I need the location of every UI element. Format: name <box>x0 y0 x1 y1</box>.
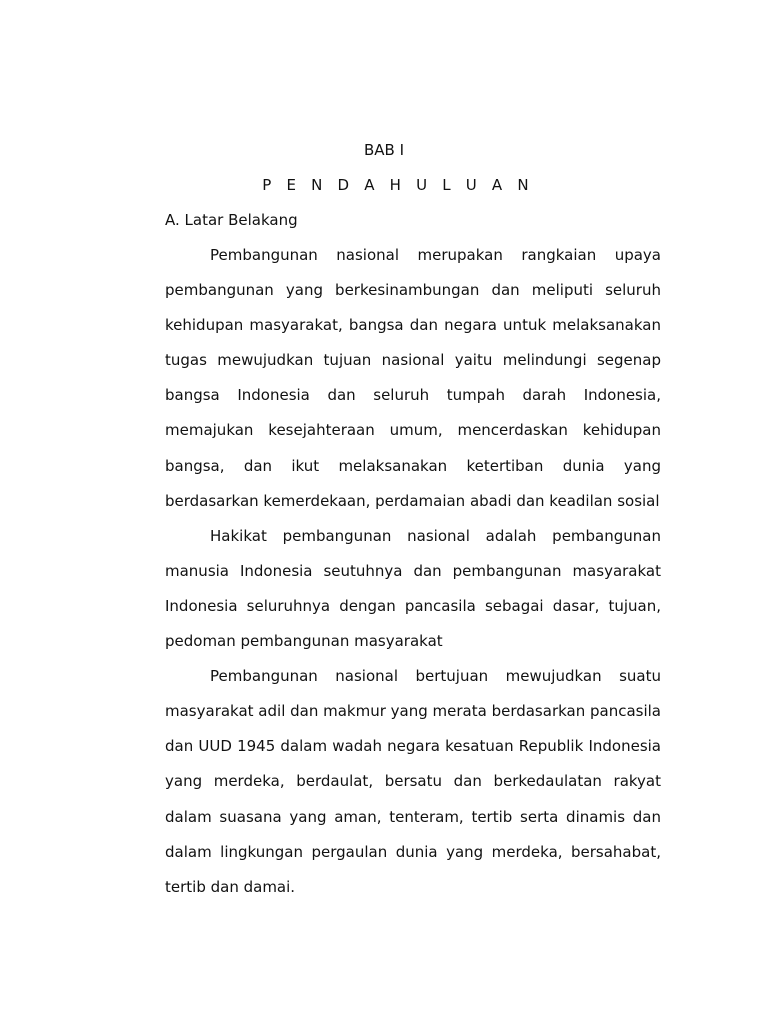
chapter-number: BAB I <box>363 141 405 159</box>
paragraph-3: Pembangunan nasional bertujuan mewujudkan suatu masyarakat adil dan makmur yang merata berdasarkan pancasila dan UUD 1945 dalam wadah negara kesatuan Republik Indonesia yang merdeka, berdaulat, bersatu dan berkedaulatan rakyat dalam suasana yang aman, tenteram, tertib serta dinamis dan dalam lingkungan pergaulan dunia yang merdeka, bersahabat, tertib dan damai. <box>165 667 661 896</box>
document-body <box>165 238 661 905</box>
paragraph-1: Pembangunan nasional merupakan rangkaian upaya pembangunan yang berkesinambungan dan meliputi seluruh kehidupan masyarakat, bangsa dan negara untuk melaksanakan tugas mewujudkan tujuan nasional yaitu melindungi segenap bangsa Indonesia dan seluruh tumpah darah Indonesia, memajukan kesejahteraan umum, mencerdaskan kehidupan bangsa, dan ikut melaksanakan ketertiban dunia yang berdasarkan kemerdekaan, perdamaian abadi dan keadilan sosial <box>165 246 661 510</box>
chapter-title: P E N D A H U L U A N <box>262 176 534 194</box>
paragraph-2: Hakikat pembangunan nasional adalah pembangunan manusia Indonesia seutuhnya dan pembangunan masyarakat Indonesia seluruhnya dengan pancasila sebagai dasar, tujuan, pedoman pembangunan masyarakat <box>165 526 661 651</box>
section-heading: A. Latar Belakang <box>165 211 298 229</box>
